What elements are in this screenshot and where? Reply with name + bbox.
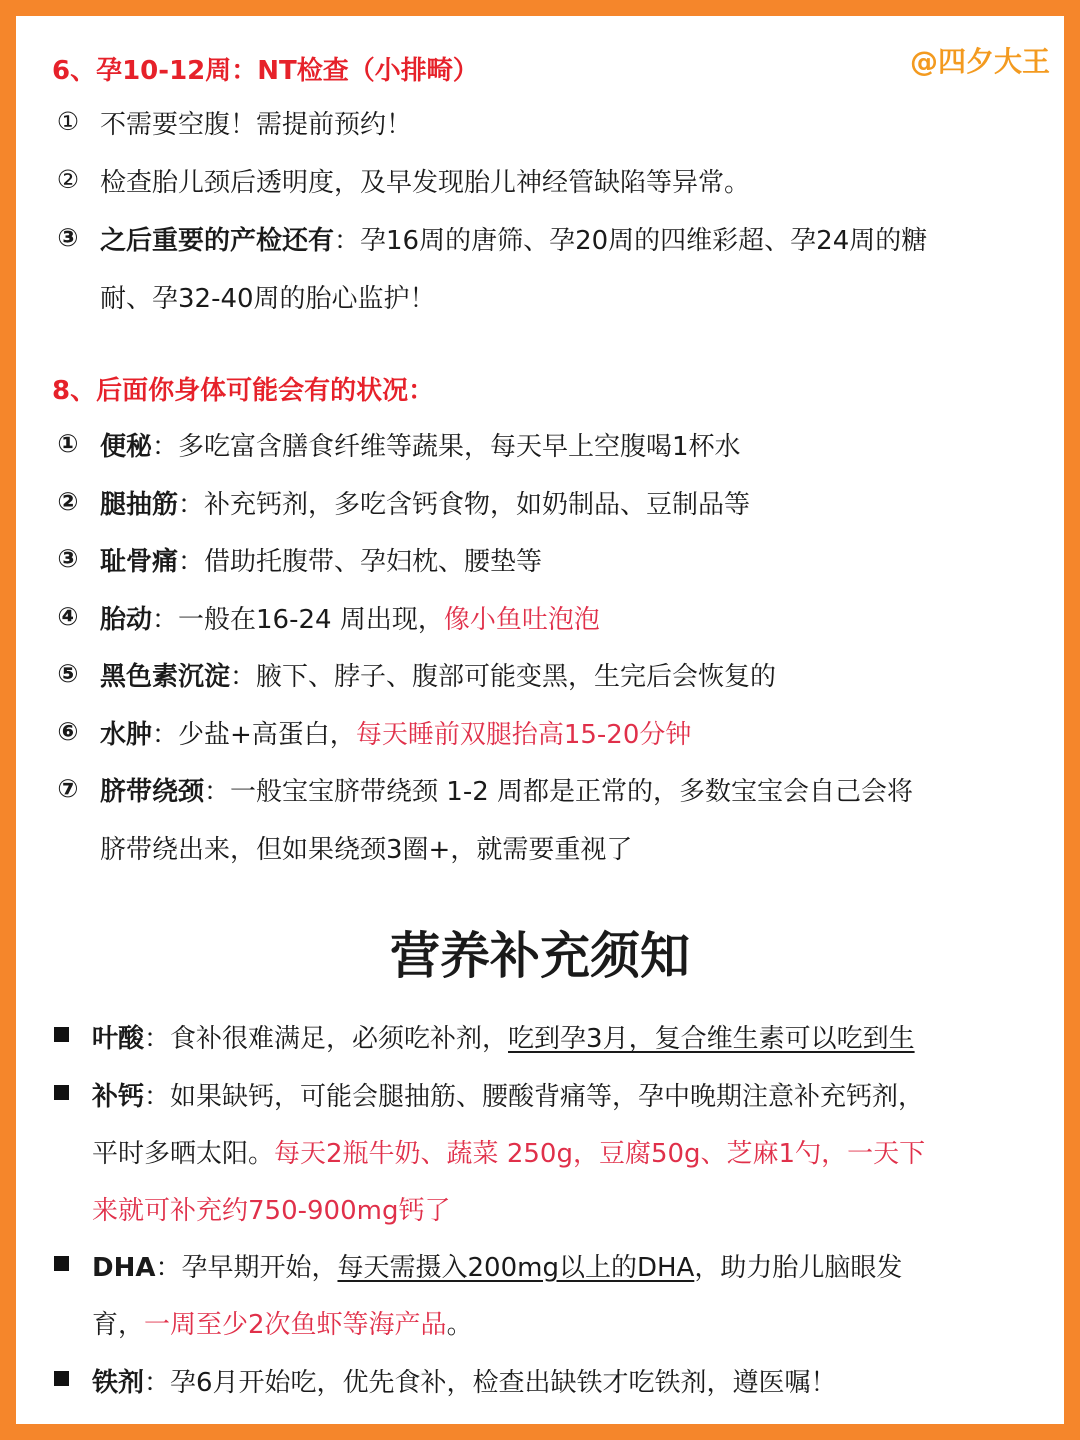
page-card bbox=[16, 16, 1064, 1424]
item-highlight: 一周至少2次鱼虾等海产品 bbox=[144, 1310, 447, 1340]
item-marker: ⑦ bbox=[57, 774, 79, 803]
item-marker: ② bbox=[56, 165, 80, 194]
item-marker: ③ bbox=[57, 544, 79, 573]
section8-item-2 bbox=[100, 484, 750, 521]
iron-item bbox=[92, 1362, 837, 1399]
item-highlight: 每天睡前双腿抬高15-20分钟 bbox=[355, 720, 692, 750]
nutrition-title: 营养补充须知 bbox=[390, 927, 690, 985]
item-text: ：借助托腹带、孕妇枕、腰垫等 bbox=[178, 547, 543, 577]
dha-item-cont bbox=[92, 1304, 473, 1341]
item-label: 腿抽筋 bbox=[100, 490, 179, 520]
item-highlight: 每天2瓶牛奶、蔬菜 250g，豆腐50g、芝麻1勺，一天下 bbox=[274, 1139, 926, 1169]
item-text: ：补充钙剂，多吃含钙食物，如奶制品、豆制品等 bbox=[178, 490, 751, 520]
item-text: ：一般在16-24 周出现， bbox=[152, 605, 444, 635]
folic-acid-item bbox=[92, 1018, 915, 1055]
dha-item bbox=[92, 1247, 902, 1284]
item-label: 铁剂 bbox=[92, 1368, 145, 1398]
item-text: 育， bbox=[92, 1310, 145, 1340]
item-marker: ③ bbox=[57, 223, 79, 252]
item-text: ：多吃富含膳食纤维等蔬果，每天早上空腹喝1杯水 bbox=[152, 432, 741, 462]
square-bullet-icon bbox=[54, 1371, 69, 1386]
item-label: DHA bbox=[92, 1253, 156, 1283]
item-marker: ④ bbox=[57, 602, 79, 631]
section8-item-4 bbox=[100, 599, 600, 636]
item-label: 便秘 bbox=[100, 432, 153, 462]
item-marker: ⑥ bbox=[57, 717, 79, 746]
item-marker: ① bbox=[56, 107, 80, 136]
item-label: 脐带绕颈 bbox=[100, 777, 205, 807]
item-marker: ② bbox=[57, 487, 79, 516]
section6-item-1: 不需要空腹！需提前预约！ bbox=[100, 110, 413, 140]
section8-item-5 bbox=[100, 656, 776, 693]
calcium-item-cont bbox=[92, 1133, 925, 1170]
item-text: ：孕早期开始， bbox=[155, 1253, 338, 1283]
item-text: 。 bbox=[446, 1310, 473, 1340]
item-text: 平时多晒太阳。 bbox=[92, 1139, 275, 1169]
item-marker: ① bbox=[57, 429, 79, 458]
calcium-item-cont2: 来就可补充约750-900mg钙了 bbox=[92, 1196, 451, 1226]
square-bullet-icon bbox=[54, 1256, 69, 1271]
section8-item-1 bbox=[100, 426, 741, 463]
item-label: 胎动 bbox=[100, 605, 153, 635]
watermark: @四夕大王 bbox=[909, 45, 1050, 78]
item-label: 黑色素沉淀 bbox=[100, 662, 231, 692]
item-underline: 每天需摄入200mg以上的DHA bbox=[337, 1253, 695, 1283]
section8-item-3 bbox=[100, 541, 542, 578]
square-bullet-icon bbox=[54, 1027, 69, 1042]
item-highlight: 像小鱼吐泡泡 bbox=[443, 605, 600, 635]
section6-item-2: 检查胎儿颈后透明度，及早发现胎儿神经管缺陷等异常。 bbox=[100, 168, 751, 198]
item-label: 叶酸 bbox=[92, 1024, 145, 1054]
section8-item-6 bbox=[100, 714, 691, 751]
item-underline: 吃到孕3月，复合维生素可以吃到生 bbox=[508, 1024, 915, 1054]
calcium-item bbox=[92, 1076, 924, 1113]
square-bullet-icon bbox=[54, 1085, 69, 1100]
section8-item-7 bbox=[100, 771, 913, 808]
section8-title: 8、后面你身体可能会有的状况： bbox=[52, 376, 435, 406]
item-label: 之后重要的产检还有 bbox=[100, 226, 335, 256]
item-text: ：食补很难满足，必须吃补剂， bbox=[144, 1024, 509, 1054]
item-label: 耻骨痛 bbox=[100, 547, 179, 577]
section8-item-7-cont: 脐带绕出来，但如果绕颈3圈+，就需要重视了 bbox=[100, 835, 633, 865]
item-text: ：孕6月开始吃，优先食补，检查出缺铁才吃铁剂，遵医嘱！ bbox=[144, 1368, 837, 1398]
section6-title: 6、孕10-12周：NT检查（小排畸） bbox=[52, 56, 479, 86]
section6-item-3 bbox=[100, 220, 927, 257]
item-text: ：如果缺钙，可能会腿抽筋、腰酸背痛等，孕中晚期注意补充钙剂， bbox=[144, 1082, 925, 1112]
item-label: 补钙 bbox=[92, 1082, 145, 1112]
item-marker: ⑤ bbox=[57, 659, 79, 688]
item-text: ：孕16周的唐筛、孕20周的四维彩超、孕24周的糖 bbox=[334, 226, 928, 256]
item-text: ，助力胎儿脑眼发 bbox=[694, 1253, 903, 1283]
item-label: 水肿 bbox=[100, 720, 153, 750]
item-text: ：少盐+高蛋白， bbox=[152, 720, 356, 750]
item-text: ：腋下、脖子、腹部可能变黑，生完后会恢复的 bbox=[230, 662, 777, 692]
item-text: ：一般宝宝脐带绕颈 1-2 周都是正常的，多数宝宝会自己会将 bbox=[204, 777, 914, 807]
section6-item-3-cont: 耐、孕32-40周的胎心监护！ bbox=[100, 284, 436, 314]
